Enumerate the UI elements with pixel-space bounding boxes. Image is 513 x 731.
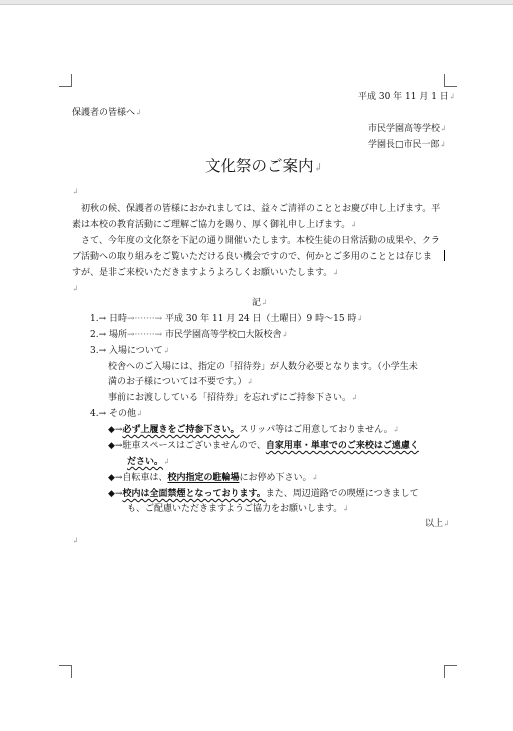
paragraph-mark: ↲	[136, 409, 143, 418]
empty-paragraph-mark: ↲	[72, 536, 79, 545]
bullet-item-1[interactable]: ◆→必ず上履きをご持参下さい。スリッパ等はご用意しておりません。↲	[108, 425, 400, 435]
bullet-item-4-continued[interactable]: も、ご配慮いただきますようご協力をお願いします。↲	[127, 504, 349, 514]
diamond-bullet-icon: ◆→	[108, 425, 123, 435]
window-top-edge	[0, 0, 513, 5]
text-cursor	[444, 250, 445, 261]
body-paragraph-2-line-3[interactable]: すが、是非ご来校いただきますようよろしくお願いいたします。↲	[72, 268, 339, 278]
document-date[interactable]: 平成 30 年 11 月 1 日↲	[358, 92, 456, 102]
bullet-item-3[interactable]: ◆→自転車は、校内指定の駐輪場にお停め下さい。↲	[108, 473, 319, 483]
paragraph-mark: ↲	[440, 124, 447, 133]
paragraph-mark: ↲	[351, 393, 358, 402]
closing-text[interactable]: 以上↲	[425, 519, 450, 529]
item-1-date[interactable]: 1.→ 日時→·······→ 平成 30 年 11 月 24 日（土曜日）9 時～15 時↲	[90, 314, 364, 324]
paragraph-mark: ↲	[135, 108, 142, 117]
principal-name[interactable]: 学園長□市民一郎↲	[368, 140, 447, 150]
paragraph-mark: ↲	[246, 377, 254, 386]
item-3-admission[interactable]: 3.→ 入場について↲	[90, 346, 170, 356]
paragraph-mark: ↲	[439, 140, 447, 149]
notice-heading[interactable]: 記↲	[252, 298, 268, 308]
margin-corner-mark	[444, 74, 457, 87]
paragraph-mark: ↲	[392, 425, 400, 434]
document-title[interactable]: 文化祭のご案内↲	[205, 157, 323, 175]
body-paragraph-1-line-2[interactable]: 素は本校の教育活動にご理解ご協力を賜り、厚く御礼申し上げます。↲	[72, 220, 357, 230]
school-name[interactable]: 市民学園高等学校↲	[368, 124, 447, 134]
item-3-text-line-2[interactable]: 満のお子様については不要です。）↲	[108, 377, 254, 387]
item-2-place[interactable]: 2.→ 場所→·······→ 市民学園高等学校□大阪校舎↲	[90, 330, 289, 340]
recipient-line[interactable]: 保護者の皆様へ↲	[72, 108, 142, 118]
paragraph-mark: ↲	[443, 519, 450, 528]
bullet-item-4[interactable]: ◆→校内は全面禁煙となっております。また、周辺道路での喫煙につきまして	[108, 489, 419, 499]
body-paragraph-1-line-1[interactable]: 初秋の候、保護者の皆様におかれましては、益々ご清祥のこととお慶び申し上げます。平	[81, 204, 441, 214]
paragraph-mark: ↲	[162, 346, 170, 355]
margin-corner-mark	[444, 665, 457, 678]
paragraph-mark: ↲	[356, 314, 364, 323]
paragraph-mark: ↲	[332, 268, 339, 277]
paragraph-mark: ↲	[281, 330, 289, 339]
item-4-other[interactable]: 4.→ その他↲	[90, 409, 143, 419]
body-paragraph-2-line-2[interactable]: ブ活動への取り組みをご覧いただける良い機会ですので、何かとご多用のこととは存じま	[72, 252, 432, 262]
empty-paragraph-mark: ↲	[72, 187, 79, 196]
margin-corner-mark	[59, 665, 72, 678]
paragraph-mark: ↲	[448, 92, 456, 101]
body-paragraph-2-line-1[interactable]: さて、今年度の文化祭を下記の通り開催いたします。本校生徒の日常活動の成果や、クラ	[81, 236, 440, 246]
margin-corner-mark	[59, 74, 72, 87]
item-3-text-line-3[interactable]: 事前にお渡ししている「招待券」を忘れずにご持参下さい。↲	[108, 393, 358, 403]
bullet-item-2-continued[interactable]: ださい。↲	[127, 457, 170, 467]
diamond-bullet-icon: ◆→	[108, 473, 123, 483]
paragraph-mark: ↲	[342, 504, 349, 513]
paragraph-mark: ↲	[350, 220, 357, 229]
bullet-item-2[interactable]: ◆→駐車スペースはございませんので、自家用車・単車でのご来校はご遠慮く	[108, 441, 419, 451]
item-3-text-line-1[interactable]: 校舎へのご入場には、指定の「招待券」が人数分必要となります。（小学生未	[108, 362, 418, 372]
paragraph-mark: ↲	[311, 473, 319, 482]
diamond-bullet-icon: ◆→	[108, 441, 123, 451]
paragraph-mark: ↲	[313, 161, 323, 174]
paragraph-mark: ↲	[163, 457, 170, 466]
diamond-bullet-icon: ◆→	[108, 489, 123, 499]
paragraph-mark: ↲	[261, 298, 268, 307]
empty-paragraph-mark: ↲	[72, 284, 79, 293]
